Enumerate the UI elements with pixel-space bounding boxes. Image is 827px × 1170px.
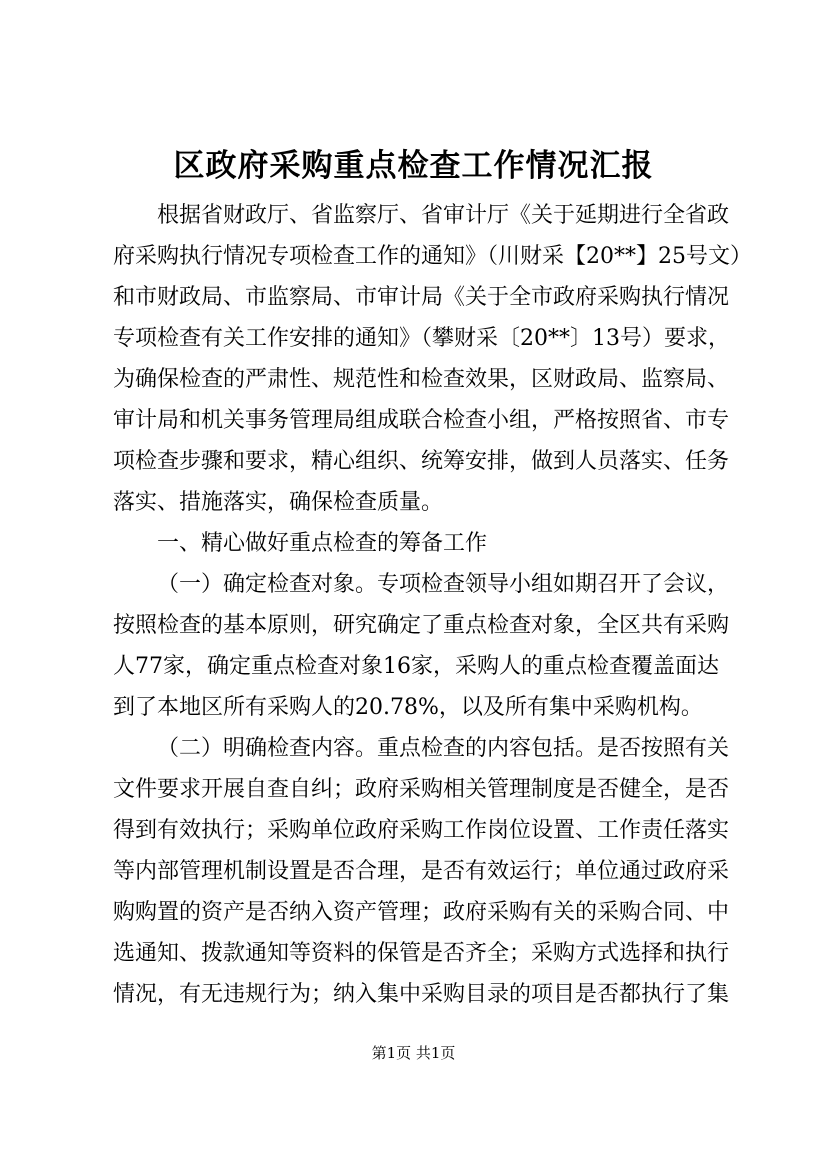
text-line: 等内部管理机制设置是否合理，是否有效运行；单位通过政府采 — [113, 859, 730, 884]
text-line: 审计局和机关事务管理局组成联合检查小组，严格按照省、市专 — [113, 408, 730, 433]
paragraph-intro — [113, 195, 752, 523]
text-line: 选通知、拨款通知等资料的保管是否齐全；采购方式选择和执行 — [113, 941, 730, 966]
text-line: 文件要求开展自查自纠；政府采购相关管理制度是否健全，是否 — [113, 777, 730, 802]
text-line: 落实、措施落实，确保检查质量。 — [113, 490, 444, 515]
text-line: （二）明确检查内容。重点检查的内容包括。是否按照有关 — [157, 736, 730, 761]
text-line: 专项检查有关工作安排的通知》（攀财采〔20**〕13号）要求， — [113, 326, 730, 351]
page-number-footer: 第1页 共1页 — [371, 1044, 456, 1062]
text-line: 为确保检查的严肃性、规范性和检查效果，区财政局、监察局、 — [113, 367, 730, 392]
text-line: 按照检查的基本原则，研究确定了重点检查对象，全区共有采购 — [113, 613, 730, 638]
text-line: 人77家，确定重点检查对象16家，采购人的重点检查覆盖面达 — [113, 654, 719, 679]
text-line: 到了本地区所有采购人的20.78%，以及所有集中采购机构。 — [113, 695, 703, 720]
text-line: 根据省财政厅、省监察厅、省审计厅《关于延期进行全省政 — [157, 203, 730, 228]
text-line: 和市财政局、市监察局、市审计局《关于全市政府采购执行情况 — [113, 285, 730, 310]
paragraph-inspection-content — [113, 728, 733, 1015]
paragraph-inspection-targets — [113, 564, 733, 728]
text-line: 购购置的资产是否纳入资产管理；政府采购有关的采购合同、中 — [113, 900, 730, 925]
document-body — [113, 195, 752, 1015]
text-line: 情况，有无违规行为；纳入集中采购目录的项目是否都执行了集 — [113, 982, 730, 1007]
text-line: （一）确定检查对象。专项检查领导小组如期召开了会议， — [157, 572, 730, 597]
text-line: 项检查步骤和要求，精心组织、统筹安排，做到人员落实、任务 — [113, 449, 730, 474]
text-line: 一、精心做好重点检查的筹备工作 — [157, 531, 488, 556]
document-title: 区政府采购重点检查工作情况汇报 — [173, 148, 654, 184]
section-heading-1 — [113, 523, 733, 564]
text-line: 得到有效执行；采购单位政府采购工作岗位设置、工作责任落实 — [113, 818, 730, 843]
text-line: 府采购执行情况专项检查工作的通知》（川财采【20**】25号文） — [113, 244, 752, 269]
